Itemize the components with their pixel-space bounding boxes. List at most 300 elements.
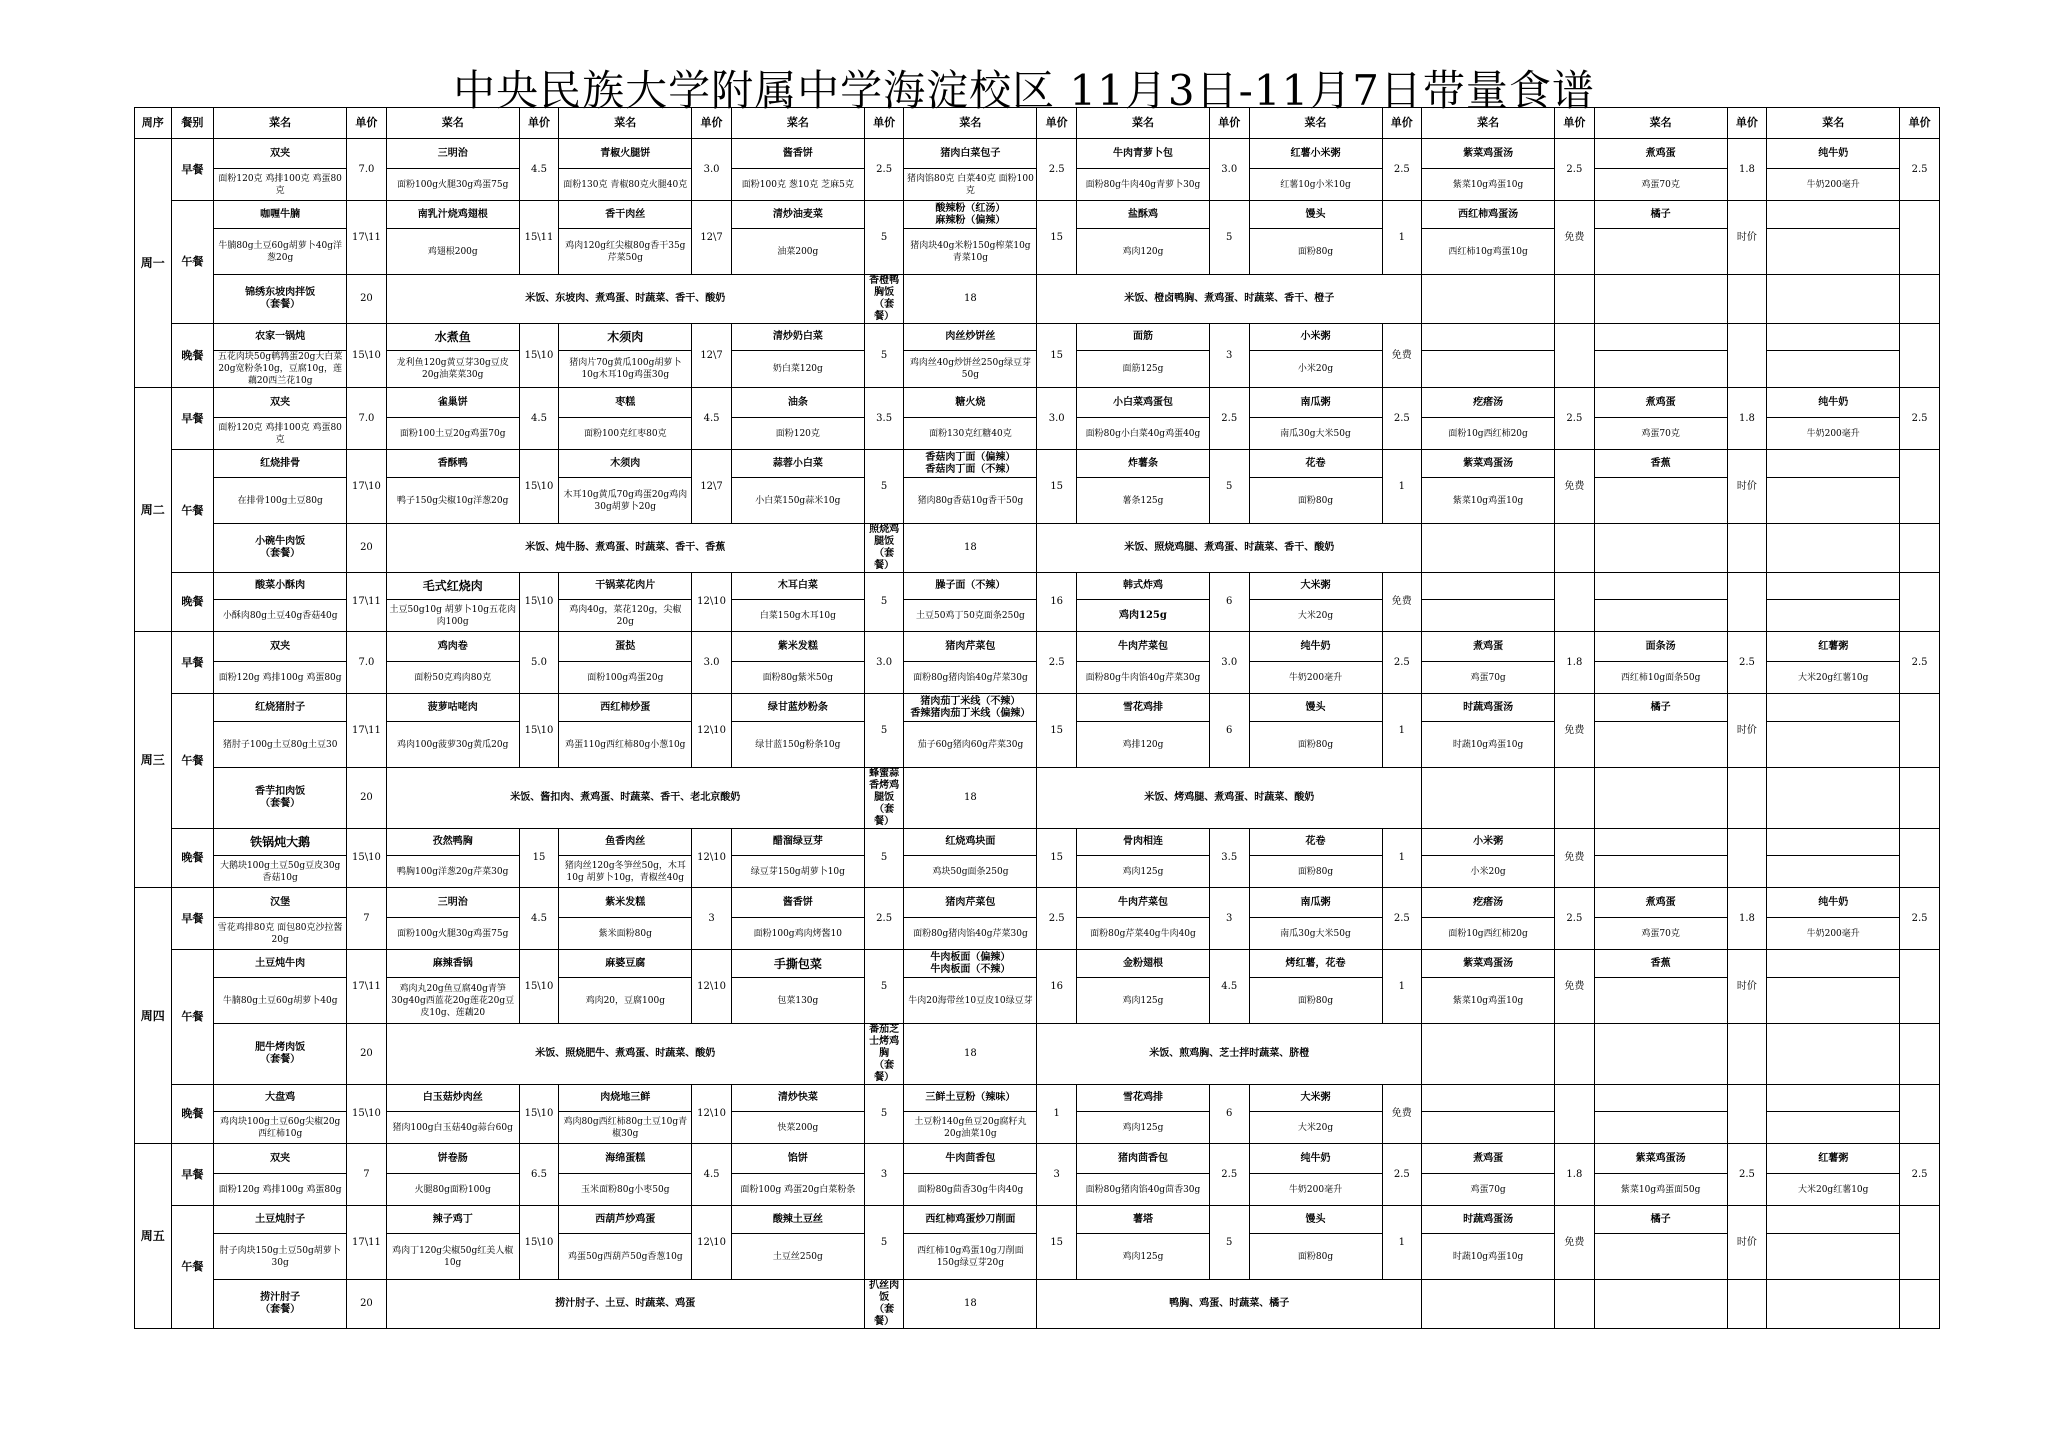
dish-name: 蒜蓉小白菜: [731, 450, 864, 478]
dish-price: 7: [347, 1144, 387, 1206]
dish-ingredients: 鸡肉块100g土豆60g尖椒20g西红柿10g: [214, 1112, 347, 1144]
dish-ingredients: 小米20g: [1249, 351, 1382, 388]
dish-ingredients: 大米20g: [1249, 1112, 1382, 1144]
table-header: [135, 108, 1940, 139]
dish-name-row: [135, 573, 1940, 600]
dish-name: 煮鸡蛋: [1422, 1144, 1555, 1174]
meal-label: 晚餐: [171, 324, 214, 388]
dish-ingredients: 牛腩80g土豆60g胡萝卜40g洋葱20g: [214, 229, 347, 275]
empty-cell: [1767, 768, 1900, 829]
dish-price: 免费: [1382, 573, 1422, 632]
empty-cell: [1555, 275, 1595, 324]
dish-name: 海绵蛋糕: [559, 1144, 692, 1174]
dish-name: 手撕包菜: [731, 950, 864, 978]
dish-name: 农家一锅炖: [214, 324, 347, 351]
dish-name: 鸡肉卷: [386, 632, 519, 662]
empty-cell: [1727, 768, 1767, 829]
dish-name: 香蕉: [1594, 950, 1727, 978]
dish-price: 免费: [1382, 1085, 1422, 1144]
dish-name: 西红柿鸡蛋汤: [1422, 201, 1555, 229]
dish-ingredients: 面粉80g: [1249, 229, 1382, 275]
dish-price: 15\10: [519, 1085, 559, 1144]
dish-price: 时价: [1727, 450, 1767, 524]
set-meal-price: 20: [347, 768, 387, 829]
dish-ingredients: 火腿80g面粉100g: [386, 1174, 519, 1206]
dish-ingredients: 牛腩80g土豆60g胡萝卜40g: [214, 978, 347, 1024]
dish-name: 三鲜土豆粉（辣味）: [904, 1085, 1037, 1112]
dish-price: 5: [864, 201, 904, 275]
dish-price: 6: [1209, 1085, 1249, 1144]
dish-price: 15: [1037, 829, 1077, 888]
dish-ingredients: 雪花鸡排80克 面包80克沙拉酱20g: [214, 918, 347, 950]
dish-name: 孜然鸭胸: [386, 829, 519, 856]
dish-ingredients: 包菜130g: [731, 978, 864, 1024]
dish-name: 紫菜鸡蛋汤: [1422, 950, 1555, 978]
empty-cell: [1594, 524, 1727, 573]
dish-price: 15\10: [519, 573, 559, 632]
set-meal-name: 小碗牛肉饭 （套餐）: [214, 524, 347, 573]
dish-price: 1: [1382, 694, 1422, 768]
dish-name-row: [135, 388, 1940, 418]
empty-cell: [1767, 478, 1900, 524]
dish-ingredients: 面粉80g: [1249, 856, 1382, 888]
dish-ingredients: [1594, 978, 1727, 1024]
set-meal-desc: 米饭、橙卤鸭胸、煮鸡蛋、时蔬菜、香干、橙子: [1037, 275, 1422, 324]
day-label: 周三: [135, 632, 172, 888]
header-dish-name: 菜名: [1594, 108, 1727, 139]
empty-cell: [1900, 201, 1940, 275]
dish-ingredients: 鸡肉丁120g尖椒50g红美人椒10g: [386, 1234, 519, 1280]
meal-label: 午餐: [171, 950, 214, 1085]
dish-ingredients: 鸡肉125g: [1076, 600, 1209, 632]
empty-cell: [1727, 275, 1767, 324]
dish-name-row: [135, 450, 1940, 478]
dish-name: 小米粥: [1249, 324, 1382, 351]
set-meal-name: 香橙鸭胸饭 （套餐）: [864, 275, 904, 324]
dish-name: 铁锅炖大鹅: [214, 829, 347, 856]
empty-cell: [1767, 1024, 1900, 1085]
empty-cell: [1422, 1280, 1555, 1329]
dish-name: 清炒油麦菜: [731, 201, 864, 229]
dish-ingredients: 面粉130克红糖40克: [904, 418, 1037, 450]
empty-cell: [1900, 450, 1940, 524]
empty-cell: [1900, 1280, 1940, 1329]
empty-cell: [1594, 856, 1727, 888]
empty-cell: [1727, 1085, 1767, 1144]
meal-label: 早餐: [171, 388, 214, 450]
dish-ingredients: 面粉120g 鸡排100g 鸡蛋80g: [214, 1174, 347, 1206]
menu-table: [134, 107, 1940, 1329]
dish-ingredients: 鸡肉20，豆腐100g: [559, 978, 692, 1024]
dish-name: 木须肉: [559, 450, 692, 478]
dish-ingredients: [1594, 478, 1727, 524]
dish-price: 2.5: [1382, 888, 1422, 950]
meal-label: 早餐: [171, 139, 214, 201]
empty-cell: [1555, 573, 1595, 632]
dish-name: 猪肉白菜包子: [904, 139, 1037, 169]
dish-name: 饼卷肠: [386, 1144, 519, 1174]
dish-ingredients: 猪肉馅80克 白菜40克 面粉100克: [904, 169, 1037, 201]
dish-name: 麻婆豆腐: [559, 950, 692, 978]
dish-price: 3: [1209, 324, 1249, 388]
dish-name: 小米粥: [1422, 829, 1555, 856]
dish-ingredients: 大米20g红薯10g: [1767, 1174, 1900, 1206]
dish-name: 纯牛奶: [1767, 139, 1900, 169]
dish-price: 免费: [1555, 950, 1595, 1024]
dish-price: 15: [519, 829, 559, 888]
dish-name: 青椒火腿饼: [559, 139, 692, 169]
set-meal-price: 20: [347, 1024, 387, 1085]
dish-name: 土豆炖肘子: [214, 1206, 347, 1234]
dish-name: 橘子: [1594, 1206, 1727, 1234]
dish-ingredients: 鸡肉80g西红柿80g土豆10g青椒30g: [559, 1112, 692, 1144]
empty-cell: [1594, 600, 1727, 632]
dish-ingredients: 鸡蛋70克: [1594, 918, 1727, 950]
set-meal-desc: 米饭、烤鸡腿、煮鸡蛋、时蔬菜、酸奶: [1037, 768, 1422, 829]
dish-ingredients: 猪肉片70g黄瓜100g胡萝卜10g木耳10g鸡蛋30g: [559, 351, 692, 388]
dish-price: 4.5: [519, 388, 559, 450]
dish-price: 4.5: [692, 388, 732, 450]
empty-cell: [1727, 829, 1767, 888]
dish-name: 金粉翅根: [1076, 950, 1209, 978]
set-meal-desc: 米饭、照烧鸡腿、煮鸡蛋、时蔬菜、香干、酸奶: [1037, 524, 1422, 573]
dish-name: 花卷: [1249, 450, 1382, 478]
dish-name: 酸辣土豆丝: [731, 1206, 864, 1234]
dish-ingredients: 面粉100g火腿30g鸡蛋75g: [386, 169, 519, 201]
dish-ingredients: 鸡蛋70g: [1422, 662, 1555, 694]
dish-price: 免费: [1555, 829, 1595, 888]
header-dish-name: 菜名: [904, 108, 1037, 139]
dish-ingredients: 绿甘蓝150g粉条10g: [731, 722, 864, 768]
dish-ingredients: 面粉100克 葱10克 芝麻5克: [731, 169, 864, 201]
empty-cell: [1900, 324, 1940, 388]
dish-name: 猪肉茴香包: [1076, 1144, 1209, 1174]
dish-price: 时价: [1727, 950, 1767, 1024]
empty-cell: [1900, 1206, 1940, 1280]
set-meal-row: [135, 1280, 1940, 1329]
dish-ingredients: 南瓜30g大米50g: [1249, 418, 1382, 450]
dish-name: 馒头: [1249, 694, 1382, 722]
dish-name: 猪肉芹菜包: [904, 888, 1037, 918]
dish-ingredients: 面粉80g猪肉馅40g茴香30g: [1076, 1174, 1209, 1206]
dish-name: 牛肉青萝卜包: [1076, 139, 1209, 169]
dish-price: 15\10: [519, 324, 559, 388]
header-dish-name: 菜名: [731, 108, 864, 139]
dish-price: 7.0: [347, 388, 387, 450]
empty-cell: [1900, 829, 1940, 888]
set-meal-price: 18: [904, 275, 1037, 324]
dish-name: 红烧排骨: [214, 450, 347, 478]
set-meal-desc: 米饭、东坡肉、煮鸡蛋、时蔬菜、香干、酸奶: [386, 275, 864, 324]
dish-price: 4.5: [519, 139, 559, 201]
empty-cell: [1767, 229, 1900, 275]
dish-price: 15\10: [347, 1085, 387, 1144]
set-meal-desc: 米饭、照烧肥牛、煮鸡蛋、时蔬菜、酸奶: [386, 1024, 864, 1085]
header-price: 单价: [519, 108, 559, 139]
dish-price: 17\11: [347, 201, 387, 275]
dish-name: 盐酥鸡: [1076, 201, 1209, 229]
empty-cell: [1594, 1085, 1727, 1112]
dish-price: 时价: [1727, 1206, 1767, 1280]
header-label: 周序: [135, 108, 172, 139]
dish-ingredients: 面粉120g 鸡排100g 鸡蛋80g: [214, 662, 347, 694]
dish-ingredients: 鸡肉125g: [1076, 856, 1209, 888]
dish-name: 雪花鸡排: [1076, 694, 1209, 722]
set-meal-desc: 米饭、炖牛肠、煮鸡蛋、时蔬菜、香干、香蕉: [386, 524, 864, 573]
header-price: 单价: [1555, 108, 1595, 139]
header-dish-name: 菜名: [1076, 108, 1209, 139]
dish-name: 时蔬鸡蛋汤: [1422, 1206, 1555, 1234]
dish-price: 12\10: [692, 829, 732, 888]
set-meal-name: 肥牛烤肉饭 （套餐）: [214, 1024, 347, 1085]
dish-name: 馒头: [1249, 201, 1382, 229]
dish-ingredients: 小酥肉80g土豆40g香菇40g: [214, 600, 347, 632]
empty-cell: [1900, 275, 1940, 324]
empty-cell: [1767, 450, 1900, 478]
dish-ingredients: 面粉80g: [1249, 478, 1382, 524]
dish-price: 1.8: [1727, 139, 1767, 201]
dish-name: 毛式红烧肉: [386, 573, 519, 600]
dish-name: 馒头: [1249, 1206, 1382, 1234]
dish-ingredients: 面粉100g鸡蛋20g: [559, 662, 692, 694]
dish-ingredients: 猪肉100g白玉菇40g蒜台60g: [386, 1112, 519, 1144]
dish-price: 16: [1037, 950, 1077, 1024]
dish-price: 免费: [1555, 450, 1595, 524]
set-meal-row: [135, 768, 1940, 829]
set-meal-name: 香芋扣肉饭 （套餐）: [214, 768, 347, 829]
empty-cell: [1594, 1024, 1727, 1085]
meal-label: 晚餐: [171, 1085, 214, 1144]
meal-label: 晚餐: [171, 573, 214, 632]
dish-name: 南瓜粥: [1249, 388, 1382, 418]
dish-name-row: [135, 324, 1940, 351]
empty-cell: [1900, 768, 1940, 829]
dish-name: 骨肉相连: [1076, 829, 1209, 856]
dish-ingredients: 牛奶200毫升: [1249, 1174, 1382, 1206]
dish-price: 6: [1209, 573, 1249, 632]
dish-ingredients: 面粉50克鸡肉80克: [386, 662, 519, 694]
dish-price: 1: [1382, 829, 1422, 888]
dish-price: 2.5: [1900, 388, 1940, 450]
dish-name: 面条汤: [1594, 632, 1727, 662]
dish-name: 三明治: [386, 888, 519, 918]
dish-ingredients: 紫菜10g鸡蛋10g: [1422, 478, 1555, 524]
set-meal-name: 捞汁肘子 （套餐）: [214, 1280, 347, 1329]
dish-name: 橘子: [1594, 201, 1727, 229]
dish-name: 煮鸡蛋: [1594, 139, 1727, 169]
dish-price: 4.5: [519, 888, 559, 950]
set-meal-name: 扒丝肉饭 （套餐）: [864, 1280, 904, 1329]
dish-ingredients: 鸡肉125g: [1076, 1234, 1209, 1280]
empty-cell: [1727, 324, 1767, 388]
dish-price: 12\7: [692, 201, 732, 275]
dish-ingredients: 大鹅块100g土豆50g豆皮30g香菇10g: [214, 856, 347, 888]
dish-ingredients: 面粉80g: [1249, 978, 1382, 1024]
empty-cell: [1767, 1234, 1900, 1280]
dish-price: 15\10: [519, 694, 559, 768]
dish-price: 1: [1382, 950, 1422, 1024]
dish-price: 7.0: [347, 139, 387, 201]
dish-name: 红薯粥: [1767, 1144, 1900, 1174]
header-label: 餐别: [171, 108, 214, 139]
dish-name: 香菇肉丁面（偏辣） 香菇肉丁面（不辣）: [904, 450, 1037, 478]
dish-price: 12\10: [692, 1206, 732, 1280]
dish-name: 汉堡: [214, 888, 347, 918]
dish-name: 酸辣粉（红汤） 麻辣粉（偏辣）: [904, 201, 1037, 229]
dish-price: 6: [1209, 694, 1249, 768]
empty-cell: [1594, 275, 1727, 324]
dish-ingredients: 面粉100克红枣80克: [559, 418, 692, 450]
dish-price: 17\11: [347, 950, 387, 1024]
header-dish-name: 菜名: [1767, 108, 1900, 139]
dish-ingredients: 鸡肉120g: [1076, 229, 1209, 275]
dish-name: 馅饼: [731, 1144, 864, 1174]
set-meal-desc: 鸭胸、鸡蛋、时蔬菜、橘子: [1037, 1280, 1422, 1329]
dish-name: 纯牛奶: [1767, 888, 1900, 918]
dish-price: 1.8: [1555, 632, 1595, 694]
dish-ingredients: 面粉100g鸡肉烤酱10: [731, 918, 864, 950]
meal-label: 午餐: [171, 694, 214, 829]
set-meal-name: 锦绣东坡肉拌饭 （套餐）: [214, 275, 347, 324]
dish-ingredients: 鸡蛋70g: [1422, 1174, 1555, 1206]
dish-name: 菠萝咕咾肉: [386, 694, 519, 722]
empty-cell: [1767, 1280, 1900, 1329]
set-meal-name: 蜂蜜蒜香烤鸡腿饭 （套餐）: [864, 768, 904, 829]
empty-cell: [1594, 1112, 1727, 1144]
dish-price: 15\10: [519, 950, 559, 1024]
dish-name: 三明治: [386, 139, 519, 169]
dish-ingredients: [1594, 1234, 1727, 1280]
dish-ingredients: 肘子肉块150g土豆50g胡萝卜30g: [214, 1234, 347, 1280]
empty-cell: [1594, 573, 1727, 600]
dish-name: 薯塔: [1076, 1206, 1209, 1234]
empty-cell: [1555, 768, 1595, 829]
empty-cell: [1422, 1085, 1555, 1112]
empty-cell: [1422, 324, 1555, 351]
dish-price: 12\10: [692, 950, 732, 1024]
dish-ingredients: 土豆粉140g鱼豆20g腐籽丸20g油菜10g: [904, 1112, 1037, 1144]
meal-label: 早餐: [171, 632, 214, 694]
empty-cell: [1422, 600, 1555, 632]
dish-ingredients: 油菜200g: [731, 229, 864, 275]
dish-price: 17\11: [347, 573, 387, 632]
dish-price: 3.0: [692, 139, 732, 201]
dish-price: 4.5: [692, 1144, 732, 1206]
dish-ingredients: 紫菜10g鸡蛋10g: [1422, 978, 1555, 1024]
dish-name: 白玉菇炒肉丝: [386, 1085, 519, 1112]
dish-price: 2.5: [1382, 388, 1422, 450]
dish-ingredients: 面粉100g火腿30g鸡蛋75g: [386, 918, 519, 950]
dish-ingredients: 木耳10g黄瓜70g鸡蛋20g鸡肉30g胡萝卜20g: [559, 478, 692, 524]
empty-cell: [1594, 1280, 1727, 1329]
dish-name: 橘子: [1594, 694, 1727, 722]
empty-cell: [1767, 351, 1900, 388]
dish-ingredients: 猪肉丝120g冬笋丝50g，木耳10g 胡萝卜10g，青椒丝40g: [559, 856, 692, 888]
dish-price: 免费: [1555, 1206, 1595, 1280]
empty-cell: [1555, 524, 1595, 573]
dish-name: 紫米发糕: [731, 632, 864, 662]
dish-price: 7: [347, 888, 387, 950]
empty-cell: [1767, 829, 1900, 856]
dish-name: 肉烧地三鲜: [559, 1085, 692, 1112]
set-meal-price: 18: [904, 1024, 1037, 1085]
day-label: 周四: [135, 888, 172, 1144]
dish-name: 土豆炖牛肉: [214, 950, 347, 978]
dish-price: 2.5: [1555, 388, 1595, 450]
dish-ingredients: [1594, 229, 1727, 275]
dish-ingredients: 牛奶200毫升: [1249, 662, 1382, 694]
day-label: 周二: [135, 388, 172, 632]
dish-price: 3: [692, 888, 732, 950]
meal-label: 晚餐: [171, 829, 214, 888]
dish-name: 红薯粥: [1767, 632, 1900, 662]
set-meal-desc: 捞汁肘子、土豆、时蔬菜、鸡蛋: [386, 1280, 864, 1329]
empty-cell: [1727, 1024, 1767, 1085]
empty-cell: [1767, 694, 1900, 722]
dish-price: 15: [1037, 694, 1077, 768]
dish-ingredients: 牛奶200毫升: [1767, 169, 1900, 201]
dish-name-row: [135, 201, 1940, 229]
dish-price: 5: [1209, 1206, 1249, 1280]
dish-ingredients: 大米20g: [1249, 600, 1382, 632]
empty-cell: [1422, 573, 1555, 600]
dish-ingredients: 面粉120克 鸡排100克 鸡蛋80克: [214, 418, 347, 450]
empty-cell: [1555, 324, 1595, 388]
empty-cell: [1767, 1112, 1900, 1144]
dish-name: 臊子面（不辣）: [904, 573, 1037, 600]
meal-label: 午餐: [171, 201, 214, 324]
dish-ingredients: 面粉100g 鸡蛋20g白菜粉条: [731, 1174, 864, 1206]
dish-price: 5: [864, 573, 904, 632]
empty-cell: [1422, 351, 1555, 388]
dish-name: 紫菜鸡蛋汤: [1422, 450, 1555, 478]
dish-name: 绿甘蓝炒粉条: [731, 694, 864, 722]
empty-cell: [1727, 524, 1767, 573]
empty-cell: [1900, 1085, 1940, 1144]
set-meal-price: 20: [347, 524, 387, 573]
dish-price: 2.5: [1209, 1144, 1249, 1206]
dish-name: 西红柿鸡蛋炒刀削面: [904, 1206, 1037, 1234]
dish-name: 南乳汁烧鸡翅根: [386, 201, 519, 229]
dish-ingredients: 鸡蛋70克: [1594, 418, 1727, 450]
set-meal-price: 18: [904, 1280, 1037, 1329]
meal-label: 早餐: [171, 1144, 214, 1206]
dish-ingredients: 薯条125g: [1076, 478, 1209, 524]
dish-name: 紫菜鸡蛋汤: [1422, 139, 1555, 169]
empty-cell: [1767, 1206, 1900, 1234]
empty-cell: [1767, 950, 1900, 978]
dish-name: 大米粥: [1249, 573, 1382, 600]
dish-ingredients: [1594, 722, 1727, 768]
dish-ingredients: 牛奶200毫升: [1767, 418, 1900, 450]
dish-price: 15: [1037, 450, 1077, 524]
dish-ingredients: 猪肉80g香菇10g香干50g: [904, 478, 1037, 524]
dish-name: 西红柿炒蛋: [559, 694, 692, 722]
dish-name: 时蔬鸡蛋汤: [1422, 694, 1555, 722]
header-price: 单价: [1037, 108, 1077, 139]
dish-price: 2.5: [1727, 632, 1767, 694]
dish-price: 2.5: [1900, 888, 1940, 950]
dish-name: 枣糕: [559, 388, 692, 418]
dish-name: 香酥鸭: [386, 450, 519, 478]
dish-ingredients: 南瓜30g大米50g: [1249, 918, 1382, 950]
dish-price: 5.0: [519, 632, 559, 694]
dish-ingredients: 茄子60g猪肉60g芹菜30g: [904, 722, 1037, 768]
dish-ingredients: 在排骨100g土豆80g: [214, 478, 347, 524]
dish-price: 2.5: [1900, 139, 1940, 201]
dish-price: 2.5: [1555, 139, 1595, 201]
dish-ingredients: 龙利鱼120g黄豆芽30g豆皮20g油菜菜30g: [386, 351, 519, 388]
